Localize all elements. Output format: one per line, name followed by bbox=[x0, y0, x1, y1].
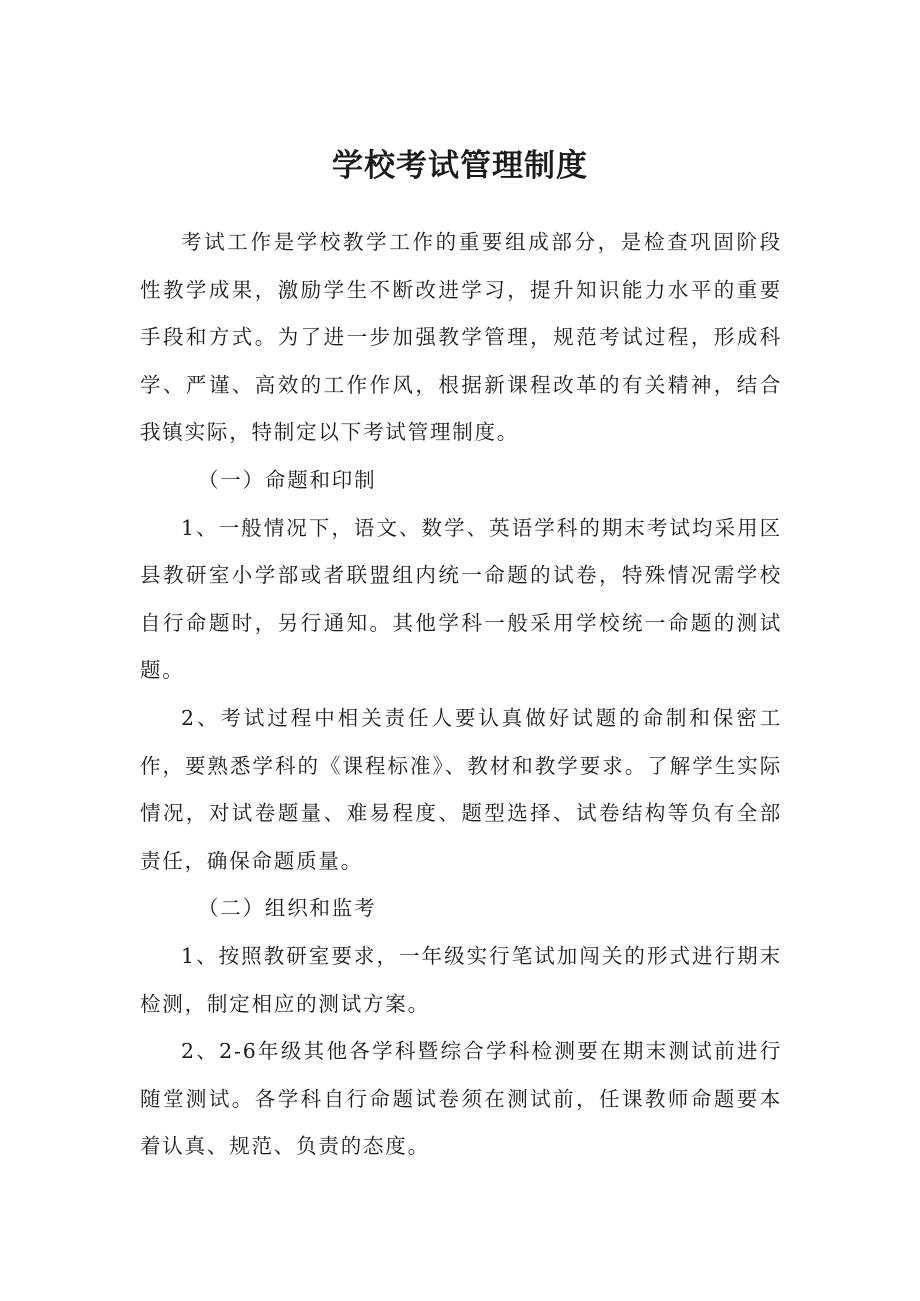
section-1-item-2: 2、考试过程中相关责任人要认真做好试题的命制和保密工作，要熟悉学科的《课程标准》、教材和教学要求。了解学生实际情况，对试卷题量、难易程度、题型选择、试卷结构等负有全部责任，确保命题质量。 bbox=[140, 705, 782, 873]
section-1-item-1: 1、一般情况下，语文、数学、英语学科的期末考试均采用区县教研室小学部或者联盟组内统一命题的试卷，特殊情况需学校自行命题时，另行通知。其他学科一般采用学校统一命题的测试题。 bbox=[140, 515, 782, 683]
section-2-item-1: 1、按照教研室要求，一年级实行笔试加闯关的形式进行期末检测，制定相应的测试方案。 bbox=[140, 943, 782, 1016]
section-heading-invigilation: （二）组织和监考 bbox=[198, 896, 377, 921]
section-heading-propositions: （一）命题和印制 bbox=[198, 467, 377, 492]
document-body bbox=[140, 219, 782, 1171]
section-2-item-2: 2、2-6年级其他各学科暨综合学科检测要在期末测试前进行随堂测试。各学科自行命题试卷须在测试前，任课教师命题要本着认真、规范、负责的态度。 bbox=[140, 1039, 782, 1159]
intro-paragraph: 考试工作是学校教学工作的重要组成部分，是检查巩固阶段性教学成果，激励学生不断改进学习，提升知识能力水平的重要手段和方式。为了进一步加强教学管理，规范考试过程，形成科学、严谨、高效的工作作风，根据新课程改革的有关精神，结合我镇实际，特制定以下考试管理制度。 bbox=[140, 230, 782, 445]
document-title: 学校考试管理制度 bbox=[332, 148, 588, 184]
